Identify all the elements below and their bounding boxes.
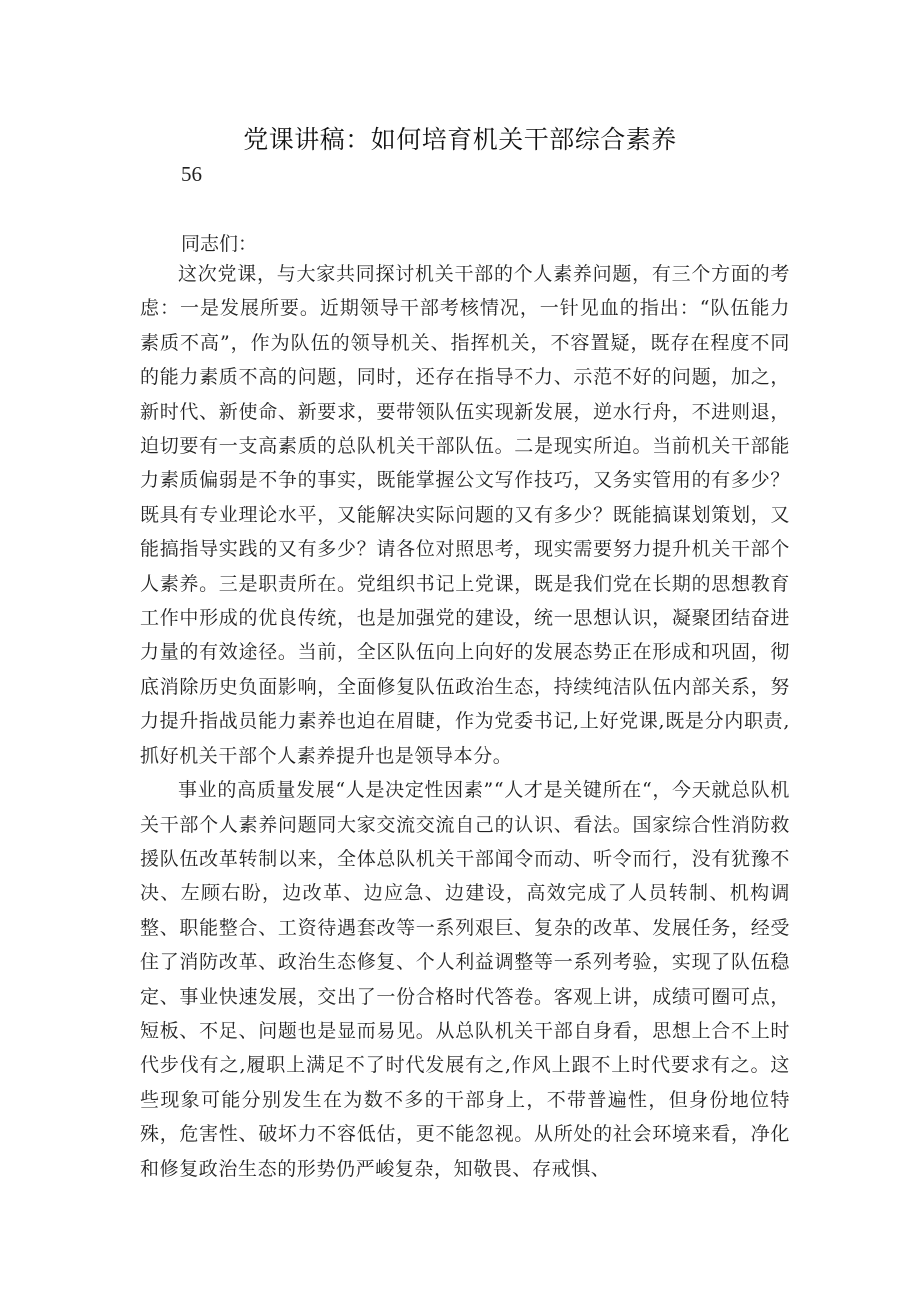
salutation: 同志们： [181, 233, 258, 255]
page-number: 56 [181, 162, 202, 186]
document-body [140, 257, 790, 1186]
paragraph-2: 事业的高质量发展“人是决定性因素”“人才是关键所在“，今天就总队机关干部个人素养问题同大家交流交流自己的认识、看法。国家综合性消防救援队伍改革转制以来，全体总队机关干部闻令而动、听令而行，没有犹豫不决、左顾右盼，边改革、边应急、边建设，高效完成了人员转制、机构调整、职能整合、工资待遇套改等一系列艰巨、复杂的改革、发展任务，经受住了消防改革、政治生态修复、个人利益调整等一系列考验，实现了队伍稳定、事业快速发展，交出了一份合格时代答卷。客观上讲，成绩可圈可点，短板、不足、问题也是显而易见。从总队机关干部自身看，思想上合不上时代步伐有之,履职上满足不了时代发展有之,作风上跟不上时代要求有之。这些现象可能分别发生在为数不多的干部身上，不带普遍性，但身份地位特殊，危害性、破坏力不容低估，更不能忽视。从所处的社会环境来看，净化和修复政治生态的形势仍严峻复杂，知敬畏、存戒惧、 [140, 779, 790, 1180]
paragraph-1: 这次党课，与大家共同探讨机关干部的个人素养问题，有三个方面的考虑：一是发展所要。近期领导干部考核情况，一针见血的指出：“队伍能力素质不高”，作为队伍的领导机关、指挥机关，不容置疑，既存在程度不同的能力素质不高的问题，同时，还存在指导不力、示范不好的问题，加之，新时代、新使命、新要求，要带领队伍实现新发展，逆水行舟，不进则退，迫切要有一支高素质的总队机关干部队伍。二是现实所迫。当前机关干部能力素质偏弱是不争的事实，既能掌握公文写作技巧，又务实管用的有多少？既具有专业理论水平，又能解决实际问题的又有多少？既能搞谋划策划，又能搞指导实践的又有多少？请各位对照思考，现实需要努力提升机关干部个人素养。三是职责所在。党组织书记上党课，既是我们党在长期的思想教育工作中形成的优良传统，也是加强党的建设，统一思想认识，凝聚团结奋进力量的有效途径。当前，全区队伍向上向好的发展态势正在形成和巩固，彻底消除历史负面影响，全面修复队伍政治生态，持续纯洁队伍内部关系，努力提升指战员能力素养也迫在眉睫，作为党委书记,上好党课,既是分内职责,抓好机关干部个人素养提升也是领导本分。 [140, 263, 790, 767]
document-title: 党课讲稿：如何培育机关干部综合素养 [243, 125, 677, 154]
